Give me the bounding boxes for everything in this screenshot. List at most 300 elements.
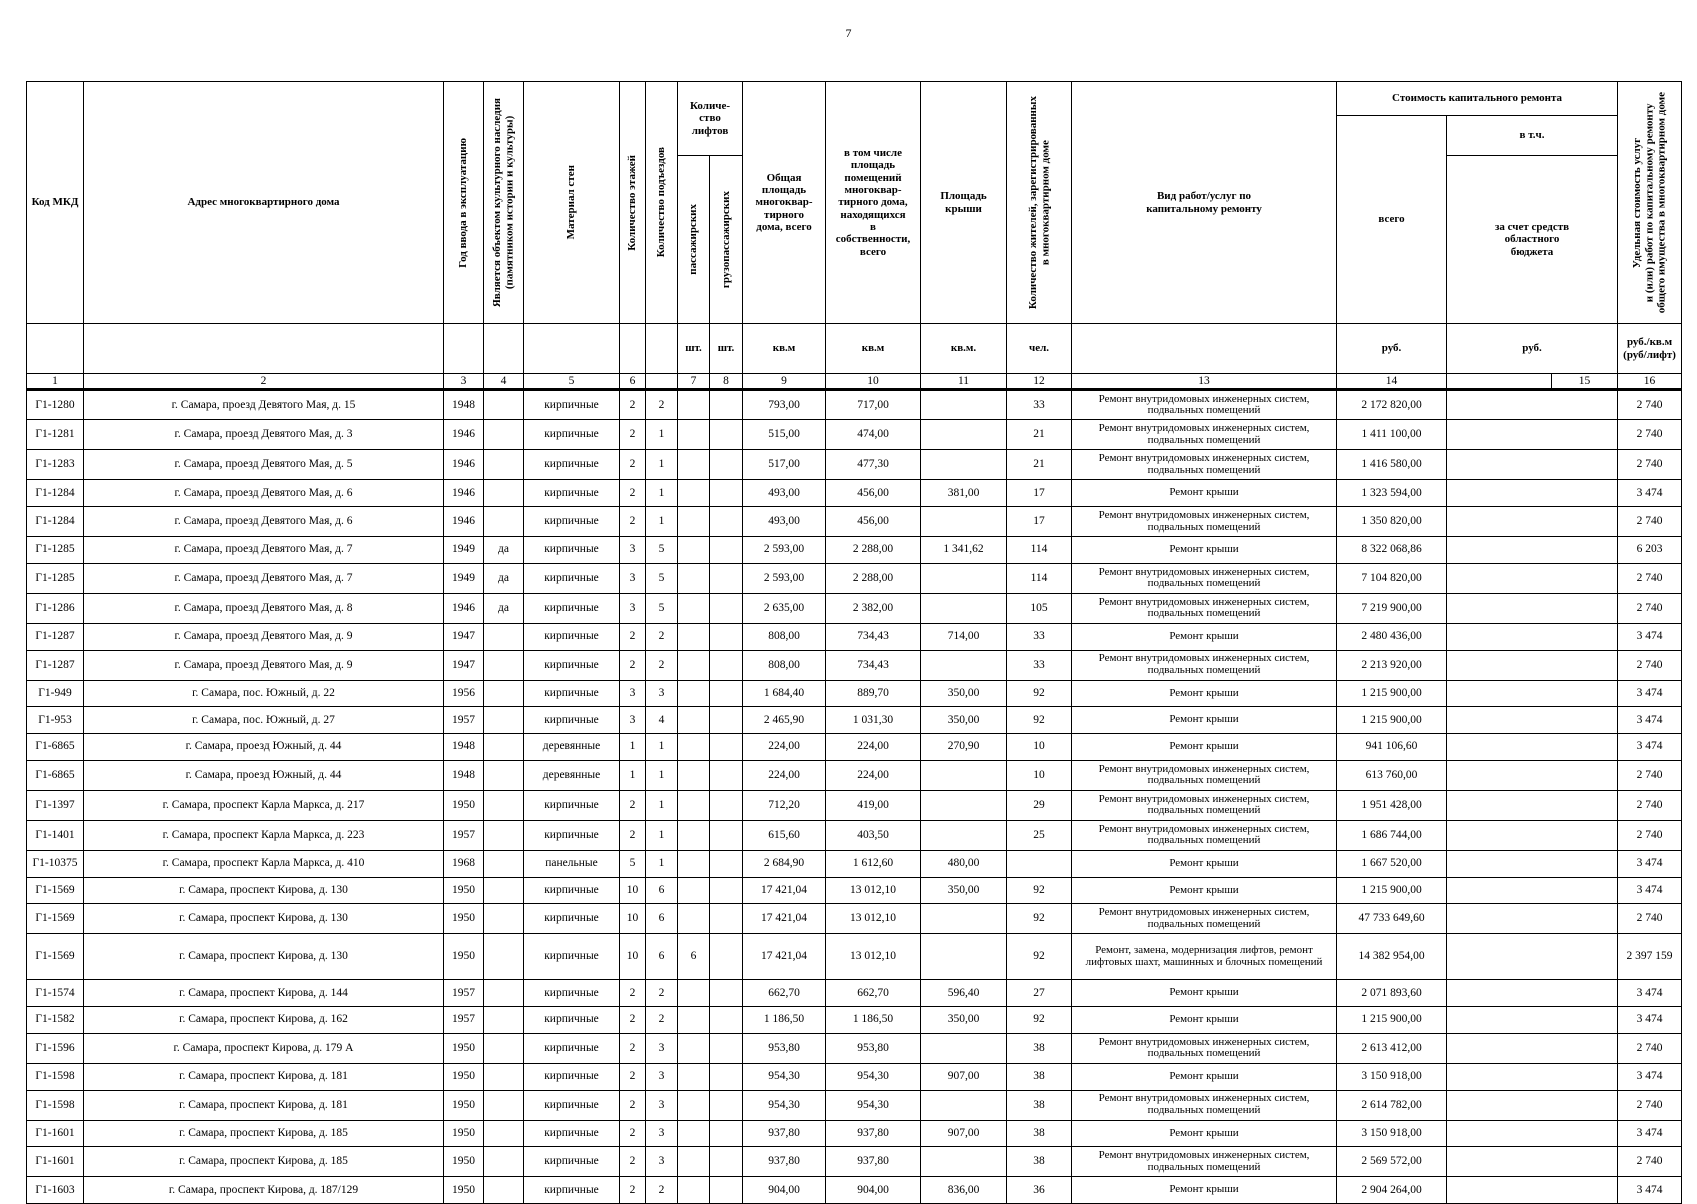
table-row [27, 760, 1682, 790]
cell-address: г. Самара, проспект Кирова, д. 187/129 [84, 1177, 444, 1204]
cell-cost-regional [1447, 734, 1618, 761]
cell-lifts-cargo [710, 1090, 743, 1120]
cell-area-owned: 224,00 [826, 734, 921, 761]
cell-unit-cost: 2 740 [1618, 820, 1682, 850]
cell-roof-area [921, 820, 1007, 850]
cell-lifts-cargo [710, 1177, 743, 1204]
cell-floors: 5 [620, 850, 646, 877]
cell-lifts-passenger [678, 1007, 710, 1034]
cell-cost-regional [1447, 537, 1618, 564]
cell-roof-area: 350,00 [921, 680, 1007, 707]
cell-area-total: 2 684,90 [743, 850, 826, 877]
cell-unit-cost: 6 203 [1618, 537, 1682, 564]
cell-lifts-cargo [710, 680, 743, 707]
cell-heritage [484, 850, 524, 877]
cell-cost-total: 1 215 900,00 [1337, 1007, 1447, 1034]
cell-residents: 10 [1007, 760, 1072, 790]
cell-code: Г1-1281 [27, 420, 84, 450]
cell-roof-area [921, 593, 1007, 623]
cell-work-type: Ремонт крыши [1072, 877, 1337, 904]
cell-roof-area: 907,00 [921, 1063, 1007, 1090]
cell-address: г. Самара, проезд Девятого Мая, д. 6 [84, 480, 444, 507]
cell-roof-area [921, 650, 1007, 680]
cell-floors: 3 [620, 707, 646, 734]
cell-cost-total: 1 951 428,00 [1337, 790, 1447, 820]
table-row [27, 877, 1682, 904]
cell-address: г. Самара, проспект Кирова, д. 130 [84, 904, 444, 934]
cell-work-type: Ремонт крыши [1072, 734, 1337, 761]
table-row [27, 790, 1682, 820]
cell-code: Г1-10375 [27, 850, 84, 877]
cell-entrances: 1 [646, 850, 678, 877]
cell-entrances: 3 [646, 680, 678, 707]
column-number: 2 [84, 374, 444, 390]
cell-unit-cost: 3 474 [1618, 480, 1682, 507]
cell-code: Г1-1283 [27, 450, 84, 480]
cell-area-total: 2 465,90 [743, 707, 826, 734]
cell-wall-material: деревянные [524, 734, 620, 761]
cell-roof-area: 836,00 [921, 1177, 1007, 1204]
cell-unit-cost: 3 474 [1618, 980, 1682, 1007]
header-address: Адрес многоквартирного дома [84, 82, 444, 324]
cell-code: Г1-1285 [27, 563, 84, 593]
cell-area-total: 17 421,04 [743, 904, 826, 934]
cell-floors: 2 [620, 450, 646, 480]
table-row [27, 650, 1682, 680]
cell-wall-material: кирпичные [524, 1063, 620, 1090]
cell-lifts-cargo [710, 760, 743, 790]
cell-work-type: Ремонт внутридомовых инженерных систем, подвальных помещений [1072, 650, 1337, 680]
cell-area-total: 17 421,04 [743, 877, 826, 904]
cell-area-total: 515,00 [743, 420, 826, 450]
cell-cost-total: 941 106,60 [1337, 734, 1447, 761]
cell-address: г. Самара, проезд Южный, д. 44 [84, 760, 444, 790]
cell-cost-total: 3 150 918,00 [1337, 1063, 1447, 1090]
cell-work-type: Ремонт крыши [1072, 623, 1337, 650]
cell-address: г. Самара, проспект Кирова, д. 185 [84, 1147, 444, 1177]
cell-residents: 27 [1007, 980, 1072, 1007]
cell-work-type: Ремонт крыши [1072, 1120, 1337, 1147]
cell-heritage [484, 1033, 524, 1063]
cell-floors: 2 [620, 507, 646, 537]
cell-wall-material: кирпичные [524, 537, 620, 564]
cell-address: г. Самара, проезд Девятого Мая, д. 9 [84, 623, 444, 650]
cell-unit-cost: 3 474 [1618, 877, 1682, 904]
cell-cost-total: 1 215 900,00 [1337, 877, 1447, 904]
page-number: 7 [845, 26, 852, 40]
cell-year: 1957 [444, 707, 484, 734]
table-row [27, 563, 1682, 593]
table-row [27, 904, 1682, 934]
cell-work-type: Ремонт внутридомовых инженерных систем, подвальных помещений [1072, 390, 1337, 420]
cell-floors: 3 [620, 537, 646, 564]
cell-unit-cost: 3 474 [1618, 850, 1682, 877]
cell-cost-regional [1447, 980, 1618, 1007]
cell-area-owned: 477,30 [826, 450, 921, 480]
cell-code: Г1-1569 [27, 934, 84, 980]
column-number: 4 [484, 374, 524, 390]
cell-area-owned: 889,70 [826, 680, 921, 707]
cell-residents: 92 [1007, 934, 1072, 980]
column-number: 14 [1337, 374, 1447, 390]
cell-floors: 2 [620, 1063, 646, 1090]
cell-unit-cost: 2 740 [1618, 507, 1682, 537]
cell-entrances: 6 [646, 877, 678, 904]
cell-year: 1946 [444, 507, 484, 537]
cell-residents: 21 [1007, 450, 1072, 480]
cell-floors: 2 [620, 390, 646, 420]
cell-roof-area [921, 450, 1007, 480]
cell-cost-regional [1447, 680, 1618, 707]
cell-wall-material: кирпичные [524, 390, 620, 420]
cell-floors: 2 [620, 1177, 646, 1204]
table-row [27, 507, 1682, 537]
cell-roof-area [921, 1033, 1007, 1063]
cell-lifts-passenger [678, 420, 710, 450]
cell-address: г. Самара, проезд Девятого Мая, д. 7 [84, 537, 444, 564]
cell-area-owned: 419,00 [826, 790, 921, 820]
cell-roof-area [921, 563, 1007, 593]
cell-residents: 33 [1007, 390, 1072, 420]
cell-lifts-passenger [678, 877, 710, 904]
cell-cost-total: 2 480 436,00 [1337, 623, 1447, 650]
cell-heritage [484, 760, 524, 790]
cell-area-total: 954,30 [743, 1090, 826, 1120]
cell-area-owned: 456,00 [826, 480, 921, 507]
cell-wall-material: кирпичные [524, 790, 620, 820]
unit-unit-cost: руб./кв.м (руб/лифт) [1618, 324, 1682, 374]
cell-lifts-passenger [678, 980, 710, 1007]
cell-year: 1949 [444, 537, 484, 564]
column-number: 16 [1618, 374, 1682, 390]
cell-area-total: 493,00 [743, 480, 826, 507]
cell-cost-regional [1447, 420, 1618, 450]
cell-cost-regional [1447, 877, 1618, 904]
table-row [27, 1177, 1682, 1204]
cell-work-type: Ремонт крыши [1072, 1063, 1337, 1090]
cell-address: г. Самара, проезд Девятого Мая, д. 3 [84, 420, 444, 450]
cell-residents: 114 [1007, 537, 1072, 564]
cell-year: 1950 [444, 1033, 484, 1063]
cell-work-type: Ремонт внутридомовых инженерных систем, подвальных помещений [1072, 790, 1337, 820]
cell-entrances: 2 [646, 623, 678, 650]
cell-code: Г1-1601 [27, 1120, 84, 1147]
cell-cost-total: 2 614 782,00 [1337, 1090, 1447, 1120]
cell-area-owned: 13 012,10 [826, 904, 921, 934]
cell-area-owned: 662,70 [826, 980, 921, 1007]
cell-address: г. Самара, проспект Кирова, д. 181 [84, 1063, 444, 1090]
cell-lifts-cargo [710, 934, 743, 980]
column-number-row [27, 374, 1682, 390]
cell-cost-total: 2 904 264,00 [1337, 1177, 1447, 1204]
column-number: 12 [1007, 374, 1072, 390]
cell-wall-material: кирпичные [524, 1090, 620, 1120]
header-wall-material: Материал стен [524, 82, 620, 324]
cell-work-type: Ремонт, замена, модернизация лифтов, ремонт лифтовых шахт, машинных и блочных помещений [1072, 934, 1337, 980]
cell-heritage [484, 623, 524, 650]
cell-unit-cost: 2 740 [1618, 450, 1682, 480]
table-row [27, 390, 1682, 420]
cell-area-total: 937,80 [743, 1120, 826, 1147]
cell-roof-area: 350,00 [921, 707, 1007, 734]
cell-entrances: 2 [646, 1177, 678, 1204]
cell-year: 1950 [444, 934, 484, 980]
cell-address: г. Самара, проспект Кирова, д. 130 [84, 934, 444, 980]
cell-unit-cost: 3 474 [1618, 1177, 1682, 1204]
cell-area-owned: 717,00 [826, 390, 921, 420]
table-row [27, 850, 1682, 877]
cell-unit-cost: 3 474 [1618, 707, 1682, 734]
cell-cost-regional [1447, 507, 1618, 537]
cell-code: Г1-1287 [27, 623, 84, 650]
cell-year: 1950 [444, 1177, 484, 1204]
cell-year: 1946 [444, 450, 484, 480]
cell-lifts-passenger [678, 760, 710, 790]
cell-code: Г1-1284 [27, 480, 84, 507]
cell-unit-cost: 3 474 [1618, 623, 1682, 650]
cell-work-type: Ремонт крыши [1072, 1177, 1337, 1204]
cell-code: Г1-1284 [27, 507, 84, 537]
cell-wall-material: кирпичные [524, 877, 620, 904]
cell-work-type: Ремонт внутридомовых инженерных систем, подвальных помещений [1072, 1147, 1337, 1177]
table-row [27, 537, 1682, 564]
cell-cost-regional [1447, 390, 1618, 420]
cell-floors: 2 [620, 980, 646, 1007]
cell-floors: 2 [620, 650, 646, 680]
cell-area-owned: 953,80 [826, 1033, 921, 1063]
cell-address: г. Самара, проспект Карла Маркса, д. 410 [84, 850, 444, 877]
cell-heritage [484, 1063, 524, 1090]
unit-cost-regional: руб. [1447, 324, 1618, 374]
cell-code: Г1-1582 [27, 1007, 84, 1034]
cell-area-owned: 403,50 [826, 820, 921, 850]
cell-unit-cost: 2 740 [1618, 1033, 1682, 1063]
cell-residents: 38 [1007, 1090, 1072, 1120]
cell-residents: 105 [1007, 593, 1072, 623]
cell-entrances: 3 [646, 1147, 678, 1177]
cell-residents: 36 [1007, 1177, 1072, 1204]
cell-work-type: Ремонт внутридомовых инженерных систем, подвальных помещений [1072, 563, 1337, 593]
cell-residents: 92 [1007, 707, 1072, 734]
header-area-total: Общая площадь многоквар- тирного дома, всего [743, 82, 826, 324]
cell-lifts-cargo [710, 390, 743, 420]
cell-cost-regional [1447, 650, 1618, 680]
cell-address: г. Самара, проезд Девятого Мая, д. 7 [84, 563, 444, 593]
cell-year: 1956 [444, 680, 484, 707]
cell-entrances: 2 [646, 390, 678, 420]
cell-entrances: 3 [646, 1120, 678, 1147]
cell-heritage: да [484, 563, 524, 593]
cell-entrances: 3 [646, 1033, 678, 1063]
cell-roof-area [921, 790, 1007, 820]
cell-heritage [484, 1120, 524, 1147]
cell-year: 1950 [444, 790, 484, 820]
cell-area-total: 17 421,04 [743, 934, 826, 980]
cell-entrances: 5 [646, 563, 678, 593]
cell-heritage [484, 1007, 524, 1034]
cell-entrances: 1 [646, 790, 678, 820]
header-lifts: Количе- ство лифтов [678, 82, 743, 156]
cell-lifts-passenger [678, 1090, 710, 1120]
cell-residents: 92 [1007, 877, 1072, 904]
cell-cost-regional [1447, 593, 1618, 623]
cell-wall-material: кирпичные [524, 1033, 620, 1063]
header-cost-regional: за счет средств областного бюджета [1447, 156, 1618, 324]
cell-cost-regional [1447, 934, 1618, 980]
cell-year: 1968 [444, 850, 484, 877]
cell-floors: 1 [620, 760, 646, 790]
table-row [27, 1147, 1682, 1177]
cell-unit-cost: 2 740 [1618, 1147, 1682, 1177]
cell-heritage [484, 980, 524, 1007]
cell-area-owned: 474,00 [826, 420, 921, 450]
cell-unit-cost: 3 474 [1618, 734, 1682, 761]
cell-entrances: 2 [646, 980, 678, 1007]
cell-area-owned: 2 382,00 [826, 593, 921, 623]
cell-cost-regional [1447, 563, 1618, 593]
cell-cost-regional [1447, 707, 1618, 734]
cell-work-type: Ремонт внутридомовых инженерных систем, подвальных помещений [1072, 593, 1337, 623]
cell-wall-material: кирпичные [524, 450, 620, 480]
cell-code: Г1-1574 [27, 980, 84, 1007]
table-row [27, 1033, 1682, 1063]
cell-roof-area [921, 934, 1007, 980]
cell-code: Г1-6865 [27, 760, 84, 790]
table-row [27, 734, 1682, 761]
cell-cost-total: 14 382 954,00 [1337, 934, 1447, 980]
cell-code: Г1-1397 [27, 790, 84, 820]
table-row [27, 680, 1682, 707]
cell-cost-regional [1447, 1177, 1618, 1204]
cell-wall-material: кирпичные [524, 904, 620, 934]
cell-entrances: 6 [646, 904, 678, 934]
cell-cost-regional [1447, 820, 1618, 850]
cell-wall-material: кирпичные [524, 680, 620, 707]
cell-entrances: 1 [646, 507, 678, 537]
table-row [27, 623, 1682, 650]
cell-heritage [484, 390, 524, 420]
cell-lifts-cargo [710, 1120, 743, 1147]
cell-residents: 92 [1007, 680, 1072, 707]
cell-area-owned: 954,30 [826, 1063, 921, 1090]
cell-work-type: Ремонт крыши [1072, 850, 1337, 877]
column-number: 13 [1072, 374, 1337, 390]
cell-heritage [484, 420, 524, 450]
cell-unit-cost: 2 740 [1618, 790, 1682, 820]
cell-cost-total: 2 569 572,00 [1337, 1147, 1447, 1177]
header-floors: Количество этажей [620, 82, 646, 324]
cell-cost-total: 1 416 580,00 [1337, 450, 1447, 480]
cell-entrances: 3 [646, 1090, 678, 1120]
cell-year: 1948 [444, 734, 484, 761]
cell-heritage [484, 650, 524, 680]
unit-cost-total: руб. [1337, 324, 1447, 374]
cell-code: Г1-1286 [27, 593, 84, 623]
cell-year: 1957 [444, 820, 484, 850]
cell-residents: 38 [1007, 1033, 1072, 1063]
cell-heritage [484, 480, 524, 507]
cell-area-owned: 954,30 [826, 1090, 921, 1120]
cell-lifts-cargo [710, 593, 743, 623]
cell-heritage: да [484, 537, 524, 564]
cell-entrances: 1 [646, 760, 678, 790]
cell-lifts-passenger [678, 623, 710, 650]
cell-address: г. Самара, проспект Кирова, д. 162 [84, 1007, 444, 1034]
cell-lifts-cargo [710, 1147, 743, 1177]
cell-lifts-passenger: 6 [678, 934, 710, 980]
cell-lifts-cargo [710, 623, 743, 650]
cell-cost-regional [1447, 1120, 1618, 1147]
cell-heritage [484, 877, 524, 904]
cell-residents: 17 [1007, 507, 1072, 537]
cell-code: Г1-949 [27, 680, 84, 707]
cell-cost-total: 47 733 649,60 [1337, 904, 1447, 934]
cell-address: г. Самара, проспект Кирова, д. 181 [84, 1090, 444, 1120]
table-row [27, 934, 1682, 980]
cell-floors: 2 [620, 1007, 646, 1034]
cell-roof-area [921, 390, 1007, 420]
cell-entrances: 2 [646, 1007, 678, 1034]
cell-roof-area [921, 420, 1007, 450]
cell-year: 1950 [444, 904, 484, 934]
cell-code: Г1-1287 [27, 650, 84, 680]
cell-area-total: 2 593,00 [743, 537, 826, 564]
cell-year: 1946 [444, 420, 484, 450]
cell-lifts-passenger [678, 450, 710, 480]
table-row [27, 1063, 1682, 1090]
cell-area-owned: 734,43 [826, 623, 921, 650]
cell-residents [1007, 850, 1072, 877]
cell-area-owned: 13 012,10 [826, 877, 921, 904]
cell-wall-material: кирпичные [524, 593, 620, 623]
cell-cost-total: 2 071 893,60 [1337, 980, 1447, 1007]
cell-year: 1947 [444, 650, 484, 680]
cell-residents: 114 [1007, 563, 1072, 593]
cell-lifts-passenger [678, 1063, 710, 1090]
cell-area-owned: 937,80 [826, 1120, 921, 1147]
cell-lifts-passenger [678, 790, 710, 820]
table-row [27, 1120, 1682, 1147]
header-incl: в т.ч. [1447, 116, 1618, 156]
cell-wall-material: кирпичные [524, 507, 620, 537]
cell-cost-total: 8 322 068,86 [1337, 537, 1447, 564]
cell-work-type: Ремонт крыши [1072, 537, 1337, 564]
cell-roof-area [921, 1147, 1007, 1177]
cell-work-type: Ремонт крыши [1072, 480, 1337, 507]
cell-area-total: 1 186,50 [743, 1007, 826, 1034]
cell-lifts-cargo [710, 420, 743, 450]
cell-floors: 2 [620, 420, 646, 450]
cell-work-type: Ремонт внутридомовых инженерных систем, подвальных помещений [1072, 904, 1337, 934]
cell-lifts-passenger [678, 1147, 710, 1177]
cell-area-total: 517,00 [743, 450, 826, 480]
cell-cost-regional [1447, 790, 1618, 820]
cell-lifts-cargo [710, 1033, 743, 1063]
cell-wall-material: кирпичные [524, 480, 620, 507]
cell-work-type: Ремонт крыши [1072, 980, 1337, 1007]
cell-work-type: Ремонт внутридомовых инженерных систем, подвальных помещений [1072, 1090, 1337, 1120]
cell-address: г. Самара, проспект Карла Маркса, д. 223 [84, 820, 444, 850]
cell-area-total: 953,80 [743, 1033, 826, 1063]
cell-floors: 2 [620, 1147, 646, 1177]
cell-roof-area: 714,00 [921, 623, 1007, 650]
cell-lifts-cargo [710, 850, 743, 877]
cell-area-total: 937,80 [743, 1147, 826, 1177]
cell-code: Г1-6865 [27, 734, 84, 761]
cell-area-total: 2 593,00 [743, 563, 826, 593]
cell-unit-cost: 2 740 [1618, 1090, 1682, 1120]
cell-code: Г1-953 [27, 707, 84, 734]
